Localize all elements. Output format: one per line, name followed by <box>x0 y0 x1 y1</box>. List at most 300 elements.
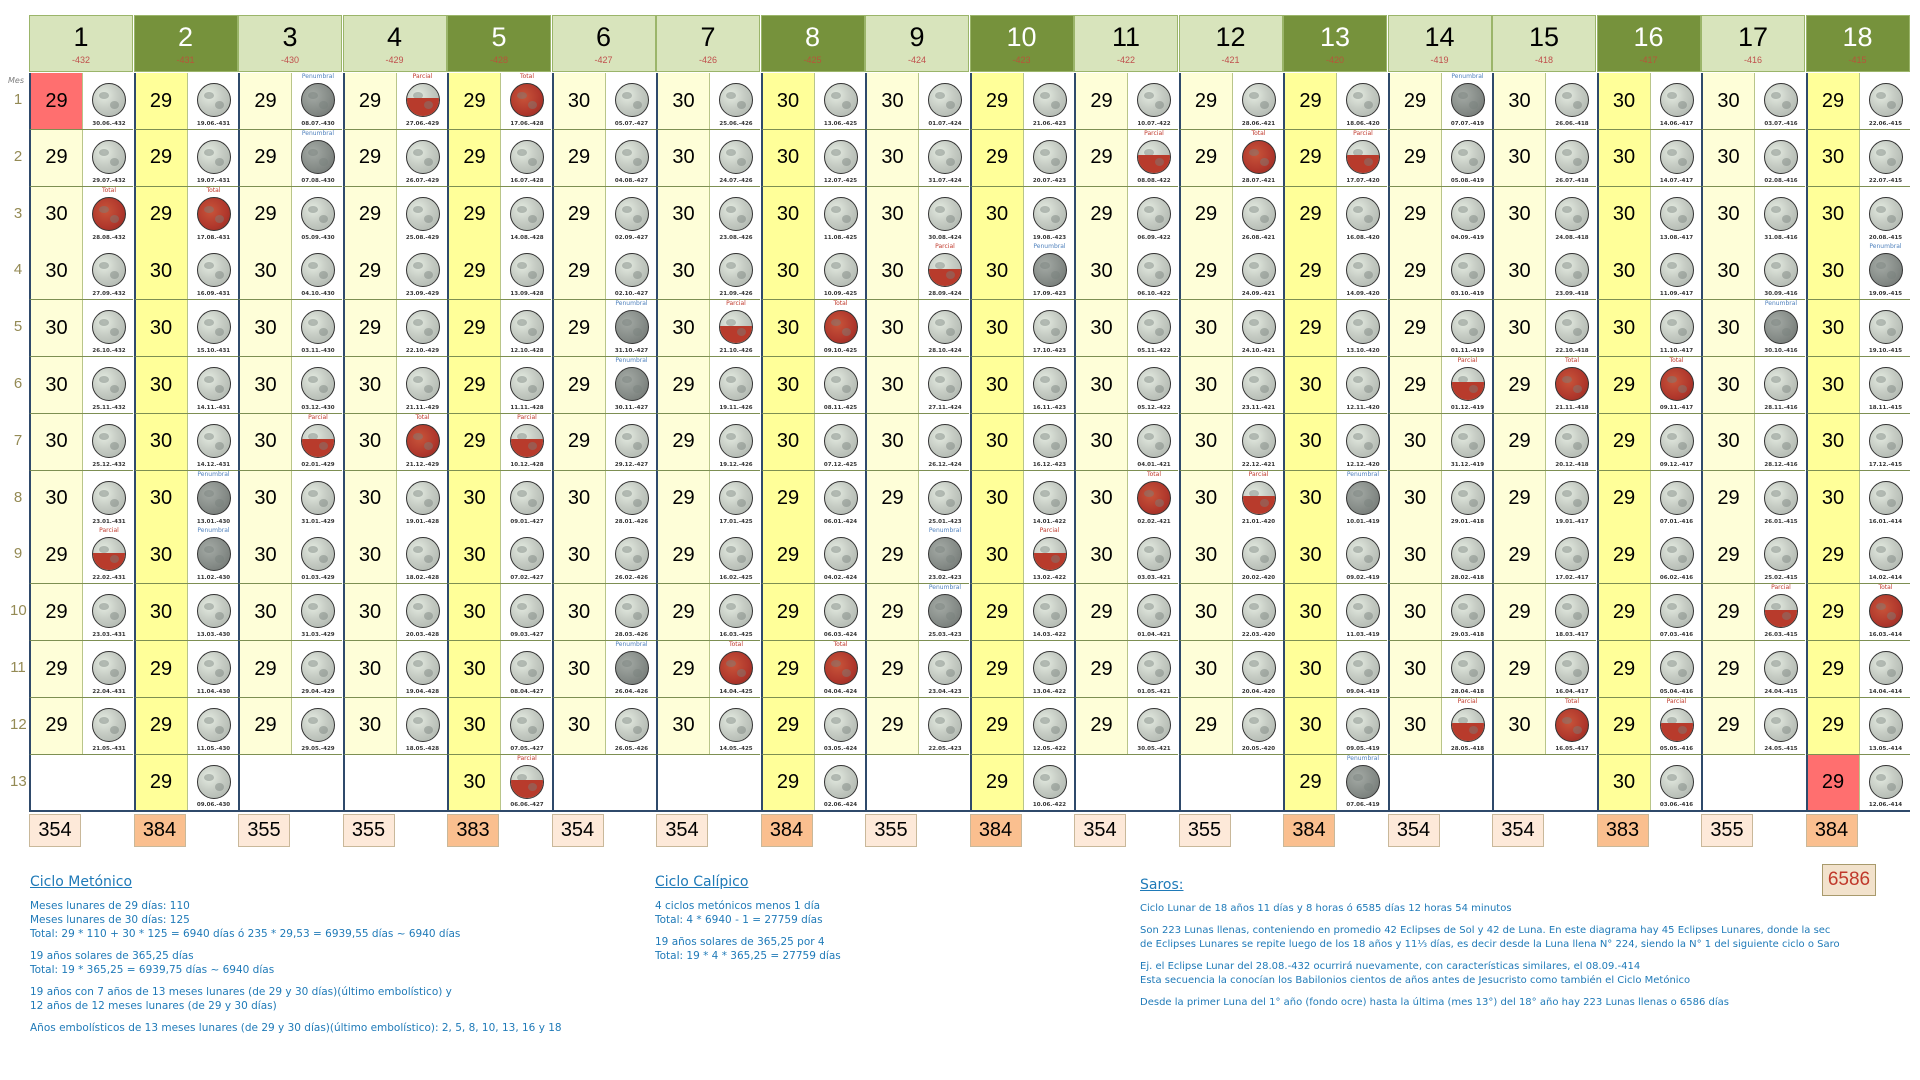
month-cell <box>970 471 1074 528</box>
full-moon-icon <box>1869 424 1903 458</box>
month-days: 29 <box>1181 73 1233 129</box>
full-moon-date: 13.06.-425 <box>823 121 858 127</box>
month-cell <box>552 584 656 641</box>
month-days: 29 <box>136 698 188 754</box>
full-moon-date: 22.04.-431 <box>92 689 126 695</box>
month-days: 29 <box>658 414 710 470</box>
month-cell <box>1597 641 1701 698</box>
full-moon-box <box>292 243 344 299</box>
full-moon-icon <box>1764 253 1798 287</box>
month-days: 29 <box>1494 414 1546 470</box>
full-moon-box <box>815 698 867 754</box>
month-cell <box>343 243 447 300</box>
full-moon-icon <box>928 367 962 401</box>
full-moon-date: 22.03.-420 <box>1241 632 1276 639</box>
full-moon-box <box>1651 73 1703 129</box>
month-days: 30 <box>449 755 501 810</box>
full-moon-date: 23.02.-423 <box>928 575 962 582</box>
full-moon-box <box>1442 300 1494 356</box>
full-moon-icon <box>824 537 858 571</box>
month-cell <box>238 357 342 414</box>
partial-eclipse-moon-icon <box>92 537 126 571</box>
month-days: 29 <box>1390 243 1442 299</box>
full-moon-box <box>1337 414 1389 470</box>
full-moon-icon <box>1660 594 1694 628</box>
month-cell <box>865 243 969 300</box>
full-moon-date: 21.09.-426 <box>719 291 753 298</box>
month-days: 29 <box>1390 300 1442 356</box>
month-days: 29 <box>136 130 188 186</box>
metonic-line: Total: 19 * 365,25 = 6939,75 días ~ 6940 días <box>30 964 275 976</box>
month-days: 30 <box>658 698 710 754</box>
full-moon-date: 07.06.-419 <box>1346 801 1380 808</box>
month-days: 29 <box>240 73 292 129</box>
full-moon-icon <box>406 310 440 344</box>
month-days: 30 <box>1494 187 1546 243</box>
year-label: -421 <box>1221 55 1240 65</box>
full-moon-box <box>710 698 762 754</box>
full-moon-box <box>815 471 867 527</box>
full-moon-box <box>1233 414 1285 470</box>
full-moon-icon <box>1869 83 1903 117</box>
month-cell <box>552 73 656 130</box>
month-days: 30 <box>136 357 188 413</box>
full-moon-date: 02.01.-429 <box>301 461 335 468</box>
full-moon-box <box>1233 73 1285 129</box>
month-days: 29 <box>1285 300 1337 356</box>
month-cell <box>1074 187 1178 244</box>
full-moon-box <box>1442 243 1494 299</box>
full-moon-box <box>1546 698 1598 754</box>
month-days: 30 <box>1494 300 1546 356</box>
penumbral-eclipse-moon-icon <box>615 651 649 685</box>
month-days: 29 <box>1703 471 1755 527</box>
full-moon-date: 14.09.-420 <box>1346 291 1380 298</box>
full-moon-box <box>83 584 135 640</box>
full-moon-date: 06.06.-427 <box>510 801 544 808</box>
full-moon-box <box>397 698 449 754</box>
full-moon-box <box>710 414 762 470</box>
full-moon-box <box>710 471 762 527</box>
full-moon-box <box>1337 584 1389 640</box>
month-cell <box>1179 243 1283 300</box>
month-days: 30 <box>1599 243 1651 299</box>
eclipse-type-label: Penumbral <box>615 641 648 648</box>
year-header <box>1179 15 1283 72</box>
month-days: 30 <box>1599 73 1651 129</box>
full-moon-date: 31.03.-429 <box>301 632 335 639</box>
month-days: 30 <box>763 357 815 413</box>
month-cell <box>970 73 1074 130</box>
full-moon-box <box>919 243 971 299</box>
full-moon-box <box>710 130 762 186</box>
month-days: 29 <box>554 357 606 413</box>
full-moon-box <box>397 641 449 697</box>
full-moon-date: 23.09.-418 <box>1555 291 1589 298</box>
year-total-days: 354 <box>1074 814 1126 847</box>
month-days: 29 <box>554 187 606 243</box>
full-moon-icon <box>1660 651 1694 685</box>
month-days: 30 <box>554 471 606 527</box>
month-days: 29 <box>1703 584 1755 640</box>
month-days: 30 <box>554 584 606 640</box>
year-number: 18 <box>1842 22 1873 52</box>
month-days: 29 <box>658 471 710 527</box>
partial-eclipse-moon-icon <box>928 253 962 287</box>
full-moon-date: 16.02.-425 <box>719 575 753 582</box>
full-moon-icon <box>719 367 753 401</box>
full-moon-icon <box>1137 253 1171 287</box>
month-cell <box>447 471 551 528</box>
full-moon-box <box>1860 471 1912 527</box>
metonic-line: Meses lunares de 30 días: 125 <box>30 914 190 926</box>
month-days: 29 <box>1390 73 1442 129</box>
month-cell <box>1179 641 1283 698</box>
full-moon-date: 11.03.-419 <box>1346 632 1380 639</box>
month-days: 30 <box>136 243 188 299</box>
full-moon-date: 29.12.-427 <box>614 461 649 468</box>
full-moon-icon <box>1555 83 1589 117</box>
full-moon-box <box>292 130 344 186</box>
full-moon-date: 10.06.-422 <box>1032 801 1067 808</box>
full-moon-date: 19.09.-415 <box>1868 291 1903 298</box>
month-days: 30 <box>554 73 606 129</box>
month-cell <box>1388 471 1492 528</box>
month-days: 30 <box>1076 357 1128 413</box>
month-cell <box>343 130 447 187</box>
full-moon-date: 10.12.-428 <box>510 461 544 468</box>
month-cell <box>1283 471 1387 528</box>
full-moon-icon <box>197 310 231 344</box>
month-days: 30 <box>449 698 501 754</box>
full-moon-box <box>1233 641 1285 697</box>
year-header <box>970 15 1074 72</box>
full-moon-icon <box>1033 83 1067 117</box>
month-days: 30 <box>449 527 501 583</box>
year-header <box>447 15 551 72</box>
month-cell <box>447 130 551 187</box>
month-days: 29 <box>240 187 292 243</box>
month-cell <box>1597 187 1701 244</box>
full-moon-box <box>1128 300 1180 356</box>
full-moon-box <box>1233 357 1285 413</box>
month-cell <box>1701 471 1805 528</box>
full-moon-box <box>1337 698 1389 754</box>
year-label: -429 <box>385 55 404 65</box>
month-days: 29 <box>1703 698 1755 754</box>
month-days: 29 <box>1494 357 1546 413</box>
month-days: 29 <box>1808 73 1860 129</box>
full-moon-icon <box>1555 481 1589 515</box>
year-total-days: 354 <box>29 814 81 847</box>
full-moon-icon <box>406 367 440 401</box>
month-cell <box>1179 300 1283 357</box>
full-moon-date: 28.04.-418 <box>1450 689 1485 695</box>
full-moon-icon <box>1764 537 1798 571</box>
full-moon-icon <box>510 310 544 344</box>
full-moon-date: 14.03.-422 <box>1032 632 1067 639</box>
year-header <box>134 15 238 72</box>
month-cell <box>552 243 656 300</box>
full-moon-icon <box>406 594 440 628</box>
full-moon-box <box>1546 357 1598 413</box>
month-cell <box>1179 357 1283 414</box>
eclipse-type-label: Penumbral <box>1869 243 1902 251</box>
month-cell <box>1179 414 1283 471</box>
full-moon-icon <box>1033 594 1067 628</box>
month-days: 30 <box>345 698 397 754</box>
month-cell <box>238 584 342 641</box>
month-days: 30 <box>240 584 292 640</box>
year-total-days: 383 <box>1597 814 1649 847</box>
full-moon-icon <box>1555 537 1589 571</box>
full-moon-date: 22.07.-415 <box>1868 177 1903 184</box>
year-number: 17 <box>1737 22 1769 52</box>
month-cell <box>761 357 865 414</box>
month-cell <box>1388 527 1492 584</box>
year-number: 9 <box>909 22 925 52</box>
month-days: 30 <box>1494 130 1546 186</box>
year-header <box>1492 15 1596 72</box>
full-moon-box <box>1128 414 1180 470</box>
month-cell <box>29 300 133 357</box>
month-cell <box>238 414 342 471</box>
full-moon-box <box>501 130 553 186</box>
full-moon-box <box>397 73 449 129</box>
month-days: 30 <box>972 527 1024 583</box>
full-moon-date: 17.01.-425 <box>719 518 753 525</box>
full-moon-box <box>1442 73 1494 129</box>
month-cell <box>1492 357 1596 414</box>
full-moon-box <box>188 357 240 413</box>
full-moon-date: 22.10.-429 <box>405 348 440 355</box>
month-cell <box>238 755 342 812</box>
month-days: 30 <box>867 414 919 470</box>
full-moon-icon <box>301 481 335 515</box>
month-cell <box>970 187 1074 244</box>
full-moon-box <box>1755 73 1807 129</box>
full-moon-date: 08.07.-430 <box>301 121 335 127</box>
metonic-cycle-notes <box>30 875 562 1043</box>
month-cell <box>761 414 865 471</box>
full-moon-icon <box>406 481 440 515</box>
full-moon-icon <box>406 651 440 685</box>
full-moon-box <box>1128 243 1180 299</box>
year-total-days: 354 <box>1492 814 1544 847</box>
full-moon-box <box>1860 414 1912 470</box>
month-days: 29 <box>763 527 815 583</box>
full-moon-icon <box>1451 424 1485 458</box>
month-days: 30 <box>867 243 919 299</box>
full-moon-box <box>1337 471 1389 527</box>
month-days: 29 <box>31 584 83 640</box>
month-cell <box>1701 755 1805 812</box>
full-moon-icon <box>1869 310 1903 344</box>
full-moon-box <box>397 130 449 186</box>
full-moon-date: 28.01.-426 <box>614 518 649 525</box>
year-header <box>343 15 447 72</box>
full-moon-box <box>710 243 762 299</box>
full-moon-box <box>501 527 553 583</box>
full-moon-date: 17.12.-415 <box>1868 461 1903 468</box>
year-label: -420 <box>1325 55 1344 65</box>
month-cell <box>134 755 238 812</box>
year-label: -427 <box>594 55 613 65</box>
month-days: 30 <box>867 357 919 413</box>
month-days: 30 <box>1808 471 1860 527</box>
partial-eclipse-moon-icon <box>510 765 544 799</box>
year-header <box>238 15 342 72</box>
month-cell <box>656 243 760 300</box>
month-cell <box>1179 471 1283 528</box>
full-moon-box <box>1128 357 1180 413</box>
full-moon-date: 16.03.-425 <box>719 632 753 639</box>
full-moon-box <box>606 130 658 186</box>
metonic-title: Ciclo Metónico <box>30 874 133 890</box>
full-moon-box <box>292 698 344 754</box>
month-row-number: 12 <box>10 715 27 733</box>
full-moon-box <box>1755 641 1807 697</box>
month-days: 29 <box>1494 584 1546 640</box>
saros-total-days: 6586 <box>1822 864 1876 896</box>
full-moon-box <box>83 527 135 583</box>
full-moon-box <box>919 357 971 413</box>
full-moon-box <box>188 187 240 243</box>
full-moon-box <box>1233 698 1285 754</box>
full-moon-date: 14.06.-417 <box>1659 121 1694 127</box>
callipic-line: Total: 19 * 4 * 365,25 = 27759 días <box>655 950 841 962</box>
month-cell <box>1283 357 1387 414</box>
month-cell <box>865 187 969 244</box>
year-total-days: 355 <box>1701 814 1753 847</box>
full-moon-date: 15.10.-431 <box>196 348 231 355</box>
full-moon-icon <box>1869 537 1903 571</box>
partial-eclipse-moon-icon <box>1033 537 1067 571</box>
full-moon-icon <box>1242 83 1276 117</box>
full-moon-box <box>1337 73 1389 129</box>
full-moon-date: 31.08.-416 <box>1764 234 1798 241</box>
full-moon-icon <box>1451 140 1485 174</box>
month-days: 30 <box>1076 243 1128 299</box>
month-days: 29 <box>554 243 606 299</box>
full-moon-box <box>397 471 449 527</box>
month-cell <box>343 73 447 130</box>
year-total-days: 384 <box>761 814 813 847</box>
full-moon-box <box>1860 357 1912 413</box>
full-moon-icon <box>1660 537 1694 571</box>
month-days: 30 <box>1285 584 1337 640</box>
month-cell <box>1597 471 1701 528</box>
full-moon-box <box>1755 584 1807 640</box>
full-moon-box <box>710 584 762 640</box>
month-days: 30 <box>658 187 710 243</box>
month-days: 29 <box>1076 187 1128 243</box>
full-moon-icon <box>1033 424 1067 458</box>
full-moon-icon <box>1033 367 1067 401</box>
month-cell <box>656 641 760 698</box>
month-cell <box>1388 300 1492 357</box>
month-days: 30 <box>1390 471 1442 527</box>
full-moon-date: 11.10.-417 <box>1659 348 1694 355</box>
full-moon-date: 26.10.-432 <box>92 348 126 355</box>
month-cell <box>1388 698 1492 755</box>
full-moon-icon <box>928 651 962 685</box>
full-moon-date: 07.12.-425 <box>823 461 858 468</box>
full-moon-box <box>710 357 762 413</box>
full-moon-icon <box>1137 424 1171 458</box>
full-moon-date: 16.05.-417 <box>1555 745 1589 752</box>
full-moon-icon <box>1555 424 1589 458</box>
full-moon-date: 28.10.-424 <box>928 348 962 355</box>
month-days: 29 <box>345 187 397 243</box>
full-moon-icon <box>1033 140 1067 174</box>
year-total-days: 354 <box>1388 814 1440 847</box>
saros-notes <box>1140 878 1840 1018</box>
full-moon-box <box>1024 755 1076 810</box>
month-cell <box>970 414 1074 471</box>
month-days: 30 <box>972 300 1024 356</box>
full-moon-date: 07.02.-427 <box>510 575 544 582</box>
full-moon-icon <box>1660 424 1694 458</box>
full-moon-date: 14.02.-414 <box>1868 575 1903 582</box>
month-days: 29 <box>345 243 397 299</box>
month-days: 29 <box>867 584 919 640</box>
full-moon-icon <box>1451 310 1485 344</box>
month-cell <box>1388 130 1492 187</box>
month-days: 30 <box>1808 414 1860 470</box>
full-moon-date: 05.04.-416 <box>1659 689 1694 695</box>
month-cell <box>1179 527 1283 584</box>
month-cell <box>1597 584 1701 641</box>
full-moon-date: 06.01.-424 <box>823 518 858 525</box>
month-cell <box>134 130 238 187</box>
year-header <box>865 15 969 72</box>
full-moon-date: 01.05.-421 <box>1137 689 1171 695</box>
month-days: 30 <box>554 527 606 583</box>
full-moon-icon <box>1764 83 1798 117</box>
month-days: 30 <box>1703 130 1755 186</box>
full-moon-box <box>1651 527 1703 583</box>
year-total-days: 384 <box>970 814 1022 847</box>
month-days: 29 <box>1285 130 1337 186</box>
month-cell <box>1283 73 1387 130</box>
eclipse-type-label: Parcial <box>1457 357 1478 364</box>
penumbral-eclipse-moon-icon <box>301 83 335 117</box>
full-moon-box <box>1024 73 1076 129</box>
full-moon-date: 11.02.-430 <box>196 575 231 582</box>
month-cell <box>1283 130 1387 187</box>
month-days: 29 <box>1181 243 1233 299</box>
full-moon-icon <box>1660 765 1694 799</box>
month-days: 30 <box>31 414 83 470</box>
month-cell <box>1806 527 1910 584</box>
month-cell <box>656 357 760 414</box>
full-moon-box <box>397 187 449 243</box>
eclipse-type-label: Penumbral <box>1033 243 1066 251</box>
total-eclipse-moon-icon <box>406 424 440 458</box>
month-days: 30 <box>1494 243 1546 299</box>
total-eclipse-moon-icon <box>1137 481 1171 515</box>
year-number: 16 <box>1633 22 1664 52</box>
eclipse-type-label: Parcial <box>517 413 537 421</box>
full-moon-date: 24.05.-415 <box>1764 745 1798 752</box>
full-moon-box <box>606 641 658 697</box>
full-moon-date: 23.03.-431 <box>92 632 126 639</box>
partial-eclipse-moon-icon <box>406 83 440 117</box>
full-moon-box <box>83 414 135 470</box>
month-days: 30 <box>972 414 1024 470</box>
month-days: 30 <box>240 414 292 470</box>
